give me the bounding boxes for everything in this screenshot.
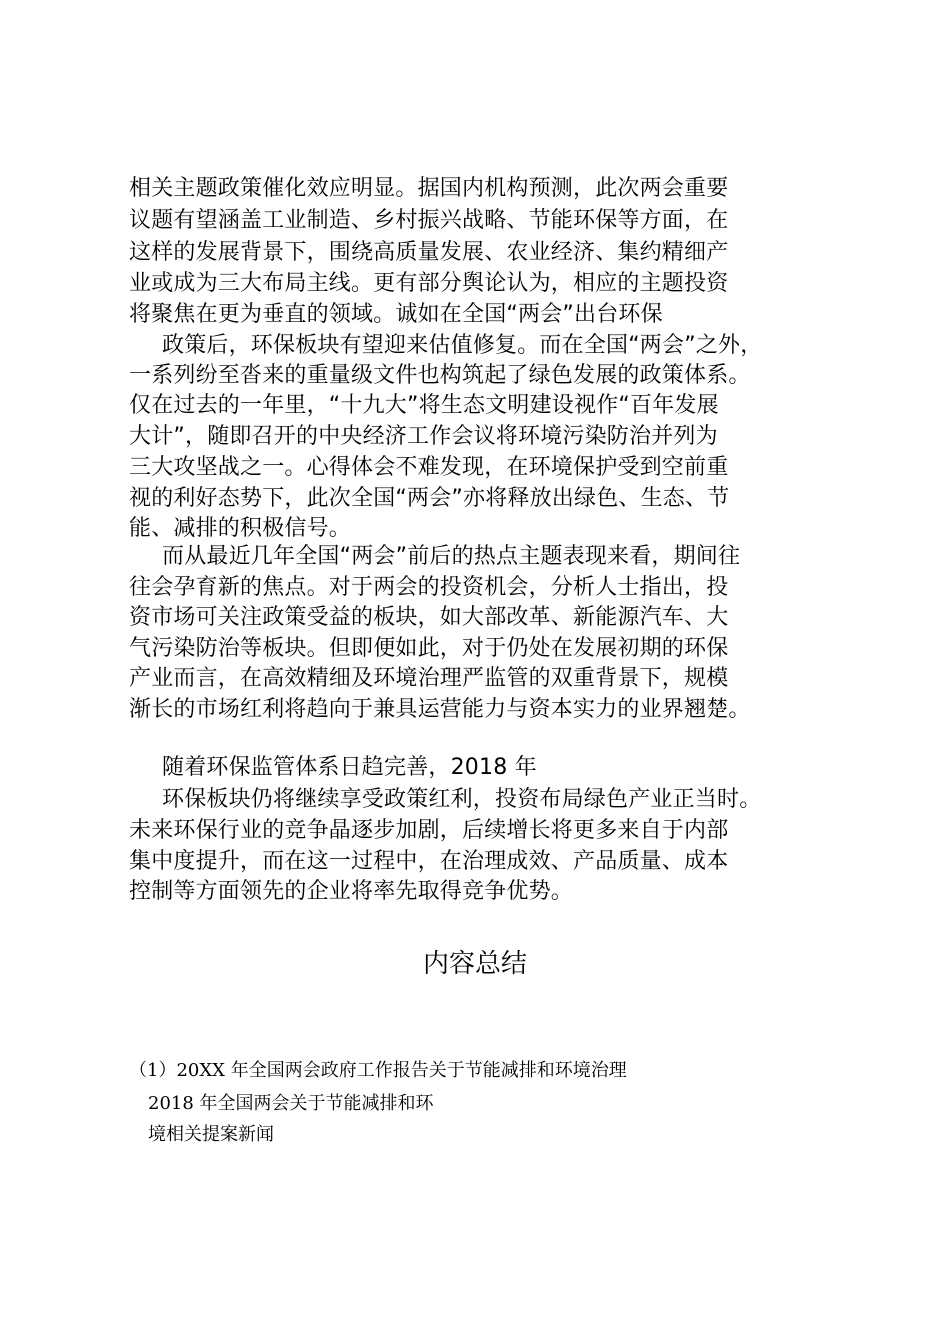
body-line: 将聚焦在更为垂直的领域。诚如在全国“两会”出台环保 xyxy=(129,302,663,327)
summary-heading: 内容总结 xyxy=(422,949,527,979)
body-line: 随着环保监管体系日趋完善，2018 年 xyxy=(162,755,537,780)
body-line: 往会孕育新的焦点。对于两会的投资机会，分析人士指出，投 xyxy=(129,575,729,600)
body-line: 三大攻坚战之一。心得体会不难发现，在环境保护受到空前重 xyxy=(129,455,729,480)
body-line: 一系列纷至沓来的重量级文件也构筑起了绿色发展的政策体系。 xyxy=(129,363,751,388)
body-line: 气污染防治等板块。但即便如此，对于仍处在发展初期的环保 xyxy=(129,636,729,661)
body-line: 资市场可关注政策受益的板块，如大部改革、新能源汽车、大 xyxy=(129,605,729,630)
body-line: 渐长的市场红利将趋向于兼具运营能力与资本实力的业界翘楚。 xyxy=(129,697,751,722)
body-line: 议题有望涵盖工业制造、乡村振兴战略、节能环保等方面，在 xyxy=(129,208,729,233)
body-line: 业或成为三大布局主线。更有部分舆论认为，相应的主题投资 xyxy=(129,271,729,296)
body-line: 能、减排的积极信号。 xyxy=(129,516,352,541)
body-line: 视的利好态势下，此次全国“两会”亦将释放出绿色、生态、节 xyxy=(129,486,730,511)
body-line: 控制等方面领先的企业将率先取得竞争优势。 xyxy=(129,879,574,904)
body-line: 集中度提升，而在这一过程中，在治理成效、产品质量、成本 xyxy=(129,849,729,874)
body-line: 相关主题政策催化效应明显。据国内机构预测，此次两会重要 xyxy=(129,176,729,201)
body-line: 政策后，环保板块有望迎来估值修复。而在全国“两会”之外， xyxy=(162,333,763,358)
body-line: 仅在过去的一年里，“十九大”将生态文明建设视作“百年发展 xyxy=(129,393,719,418)
body-line: 产业而言，在高效精细及环境治理严监管的双重背景下，规模 xyxy=(129,666,729,691)
body-line: 这样的发展背景下，围绕高质量发展、农业经济、集约精细产 xyxy=(129,240,729,265)
summary-line: 境相关提案新闻 xyxy=(148,1124,274,1145)
summary-line: 2018 年全国两会关于节能减排和环 xyxy=(148,1093,434,1114)
body-line: 而从最近几年全国“两会”前后的热点主题表现来看，期间往 xyxy=(162,544,741,569)
summary-line: （1）20XX 年全国两会政府工作报告关于节能减排和环境治理 xyxy=(129,1060,627,1081)
body-line: 未来环保行业的竞争晶逐步加剧，后续增长将更多来自于内部 xyxy=(129,818,729,843)
body-line: 环保板块仍将继续享受政策红利，投资布局绿色产业正当时。 xyxy=(162,787,762,812)
body-line: 大计”，随即召开的中央经济工作会议将环境污染防治并列为 xyxy=(129,424,718,449)
